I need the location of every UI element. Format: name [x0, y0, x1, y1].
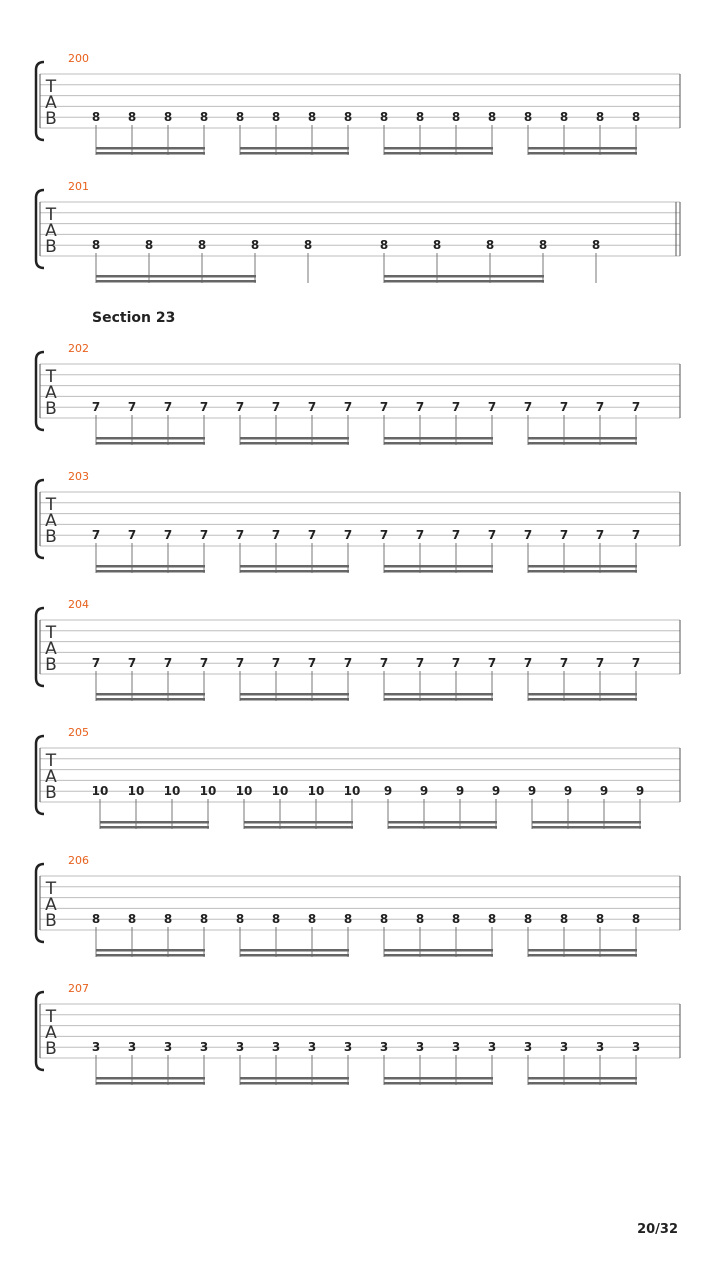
fret-number: 8 [451, 912, 461, 926]
beam-lower [244, 826, 353, 829]
beam-upper [100, 821, 209, 824]
fret-number: 8 [271, 912, 281, 926]
fret-number: 8 [631, 110, 641, 124]
fret-number: 8 [307, 912, 317, 926]
fret-number: 8 [631, 912, 641, 926]
beam-upper [244, 821, 353, 824]
beam-upper [528, 437, 637, 440]
fret-number: 3 [415, 1040, 425, 1054]
fret-number: 8 [523, 110, 533, 124]
tab-clef-letter: T [45, 495, 57, 515]
fret-number: 7 [163, 656, 173, 670]
measure-number: 205 [68, 726, 89, 739]
fret-number: 8 [163, 912, 173, 926]
fret-number: 7 [91, 656, 101, 670]
fret-number: 9 [491, 784, 501, 798]
fret-number: 7 [379, 528, 389, 542]
tab-clef-letter: B [45, 527, 57, 547]
fret-number: 7 [595, 656, 605, 670]
fret-number: 8 [595, 912, 605, 926]
tab-clef-letter: B [45, 911, 57, 931]
fret-number: 7 [235, 656, 245, 670]
fret-number: 3 [163, 1040, 173, 1054]
fret-number: 7 [271, 528, 281, 542]
fret-number: 8 [307, 110, 317, 124]
beam-lower [384, 570, 493, 573]
tab-clef-letter: A [45, 1023, 57, 1043]
beam-lower [384, 698, 493, 701]
fret-number: 8 [199, 110, 209, 124]
fret-number: 8 [379, 238, 389, 252]
fret-number: 3 [559, 1040, 569, 1054]
fret-number: 7 [415, 528, 425, 542]
fret-number: 3 [631, 1040, 641, 1054]
fret-number: 8 [343, 912, 353, 926]
beam-lower [384, 280, 544, 283]
fret-number: 7 [235, 400, 245, 414]
beam-upper [384, 437, 493, 440]
fret-number: 10 [127, 784, 145, 798]
tab-clef-letter: A [45, 383, 57, 403]
tab-clef-letter: T [45, 1007, 57, 1027]
fret-number: 8 [559, 110, 569, 124]
fret-number: 8 [343, 110, 353, 124]
tab-clef-letter: B [45, 109, 57, 129]
fret-number: 7 [451, 528, 461, 542]
fret-number: 7 [199, 528, 209, 542]
fret-number: 10 [307, 784, 325, 798]
fret-number: 8 [523, 912, 533, 926]
fret-number: 7 [523, 400, 533, 414]
fret-number: 7 [415, 656, 425, 670]
fret-number: 7 [379, 400, 389, 414]
beam-lower [388, 826, 497, 829]
fret-number: 8 [235, 912, 245, 926]
fret-number: 3 [307, 1040, 317, 1054]
beam-lower [384, 954, 493, 957]
beam-upper [384, 693, 493, 696]
fret-number: 8 [487, 110, 497, 124]
fret-number: 8 [271, 110, 281, 124]
beam-upper [240, 565, 349, 568]
fret-number: 7 [343, 400, 353, 414]
beam-upper [384, 949, 493, 952]
fret-number: 10 [199, 784, 217, 798]
fret-number: 3 [343, 1040, 353, 1054]
beam-lower [96, 280, 256, 283]
measure-number: 206 [68, 854, 89, 867]
tab-clef-letter: A [45, 895, 57, 915]
fret-number: 8 [91, 238, 101, 252]
beam-lower [240, 442, 349, 445]
beam-upper [96, 565, 205, 568]
fret-number: 7 [199, 656, 209, 670]
beam-lower [240, 954, 349, 957]
beam-upper [96, 693, 205, 696]
fret-number: 9 [455, 784, 465, 798]
measure-number: 207 [68, 982, 89, 995]
fret-number: 7 [451, 400, 461, 414]
beam-upper [528, 1077, 637, 1080]
tab-clef-letter: T [45, 367, 57, 387]
beam-lower [96, 954, 205, 957]
beam-lower [384, 442, 493, 445]
fret-number: 8 [379, 912, 389, 926]
fret-number: 7 [559, 656, 569, 670]
fret-number: 8 [485, 238, 495, 252]
fret-number: 8 [559, 912, 569, 926]
beam-upper [96, 437, 205, 440]
tab-clef-letter: T [45, 879, 57, 899]
beam-lower [384, 1082, 493, 1085]
beam-upper [384, 565, 493, 568]
fret-number: 7 [343, 656, 353, 670]
measure-number: 203 [68, 470, 89, 483]
fret-number: 8 [538, 238, 548, 252]
tab-clef-letter: B [45, 783, 57, 803]
tab-clef-letter: B [45, 237, 57, 257]
beam-lower [240, 152, 349, 155]
fret-number: 8 [199, 912, 209, 926]
fret-number: 9 [383, 784, 393, 798]
fret-number: 7 [631, 400, 641, 414]
tab-clef-letter: T [45, 623, 57, 643]
fret-number: 9 [635, 784, 645, 798]
fret-number: 8 [127, 110, 137, 124]
fret-number: 3 [199, 1040, 209, 1054]
fret-number: 7 [307, 528, 317, 542]
fret-number: 8 [595, 110, 605, 124]
tab-clef-letter: A [45, 221, 57, 241]
fret-number: 7 [127, 656, 137, 670]
beam-lower [96, 442, 205, 445]
fret-number: 3 [451, 1040, 461, 1054]
measure-number: 201 [68, 180, 89, 193]
fret-number: 7 [163, 528, 173, 542]
fret-number: 8 [91, 110, 101, 124]
fret-number: 9 [599, 784, 609, 798]
fret-number: 10 [235, 784, 253, 798]
beam-upper [240, 1077, 349, 1080]
beam-upper [528, 565, 637, 568]
fret-number: 3 [91, 1040, 101, 1054]
fret-number: 9 [419, 784, 429, 798]
tab-clef-letter: B [45, 399, 57, 419]
beam-lower [528, 570, 637, 573]
fret-number: 8 [415, 110, 425, 124]
fret-number: 7 [559, 528, 569, 542]
fret-number: 10 [343, 784, 361, 798]
beam-lower [96, 1082, 205, 1085]
beam-upper [384, 147, 493, 150]
beam-upper [96, 147, 205, 150]
tab-clef-letter: T [45, 751, 57, 771]
beam-lower [240, 570, 349, 573]
fret-number: 9 [563, 784, 573, 798]
beam-lower [100, 826, 209, 829]
fret-number: 8 [127, 912, 137, 926]
beam-upper [96, 275, 256, 278]
beam-upper [384, 1077, 493, 1080]
fret-number: 7 [307, 400, 317, 414]
fret-number: 7 [127, 528, 137, 542]
fret-number: 8 [197, 238, 207, 252]
fret-number: 7 [595, 528, 605, 542]
fret-number: 7 [415, 400, 425, 414]
fret-number: 3 [595, 1040, 605, 1054]
beam-lower [532, 826, 641, 829]
beam-upper [528, 693, 637, 696]
fret-number: 10 [91, 784, 109, 798]
fret-number: 3 [271, 1040, 281, 1054]
beam-lower [528, 152, 637, 155]
fret-number: 7 [451, 656, 461, 670]
fret-number: 3 [523, 1040, 533, 1054]
beam-lower [240, 1082, 349, 1085]
beam-lower [528, 698, 637, 701]
fret-number: 7 [343, 528, 353, 542]
fret-number: 8 [415, 912, 425, 926]
beam-lower [240, 698, 349, 701]
beam-upper [528, 147, 637, 150]
tab-clef-letter: A [45, 767, 57, 787]
fret-number: 3 [127, 1040, 137, 1054]
tab-clef-letter: A [45, 511, 57, 531]
tab-clef-letter: B [45, 1039, 57, 1059]
fret-number: 8 [91, 912, 101, 926]
beam-lower [384, 152, 493, 155]
fret-number: 7 [559, 400, 569, 414]
fret-number: 8 [379, 110, 389, 124]
fret-number: 7 [235, 528, 245, 542]
fret-number: 7 [127, 400, 137, 414]
fret-number: 10 [163, 784, 181, 798]
beam-lower [96, 152, 205, 155]
section-title: Section 23 [92, 310, 176, 326]
beam-upper [240, 693, 349, 696]
fret-number: 7 [523, 528, 533, 542]
beam-lower [528, 442, 637, 445]
tab-clef-letter: A [45, 639, 57, 659]
fret-number: 10 [271, 784, 289, 798]
beam-upper [528, 949, 637, 952]
fret-number: 8 [163, 110, 173, 124]
fret-number: 7 [523, 656, 533, 670]
fret-number: 7 [199, 400, 209, 414]
fret-number: 7 [487, 656, 497, 670]
tab-clef-letter: B [45, 655, 57, 675]
beam-upper [96, 949, 205, 952]
beam-upper [96, 1077, 205, 1080]
beam-lower [96, 570, 205, 573]
fret-number: 7 [631, 528, 641, 542]
fret-number: 7 [379, 656, 389, 670]
fret-number: 7 [487, 400, 497, 414]
fret-number: 7 [631, 656, 641, 670]
fret-number: 7 [91, 400, 101, 414]
tab-clef-letter: T [45, 205, 57, 225]
fret-number: 7 [163, 400, 173, 414]
fret-number: 8 [235, 110, 245, 124]
fret-number: 8 [487, 912, 497, 926]
fret-number: 8 [432, 238, 442, 252]
beam-upper [532, 821, 641, 824]
fret-number: 8 [591, 238, 601, 252]
tab-clef-letter: T [45, 77, 57, 97]
fret-number: 8 [451, 110, 461, 124]
fret-number: 9 [527, 784, 537, 798]
page-number: 20/32 [637, 1222, 678, 1237]
measure-number: 202 [68, 342, 89, 355]
fret-number: 7 [307, 656, 317, 670]
beam-upper [384, 275, 544, 278]
tab-clef-letter: A [45, 93, 57, 113]
fret-number: 7 [271, 400, 281, 414]
fret-number: 7 [595, 400, 605, 414]
beam-lower [528, 1082, 637, 1085]
fret-number: 8 [303, 238, 313, 252]
fret-number: 3 [235, 1040, 245, 1054]
beam-lower [528, 954, 637, 957]
beam-upper [240, 437, 349, 440]
fret-number: 3 [487, 1040, 497, 1054]
measure-number: 200 [68, 52, 89, 65]
beam-upper [240, 949, 349, 952]
beam-upper [240, 147, 349, 150]
fret-number: 8 [250, 238, 260, 252]
measure-number: 204 [68, 598, 89, 611]
fret-number: 8 [144, 238, 154, 252]
fret-number: 7 [271, 656, 281, 670]
beam-upper [388, 821, 497, 824]
fret-number: 3 [379, 1040, 389, 1054]
fret-number: 7 [487, 528, 497, 542]
fret-number: 7 [91, 528, 101, 542]
beam-lower [96, 698, 205, 701]
